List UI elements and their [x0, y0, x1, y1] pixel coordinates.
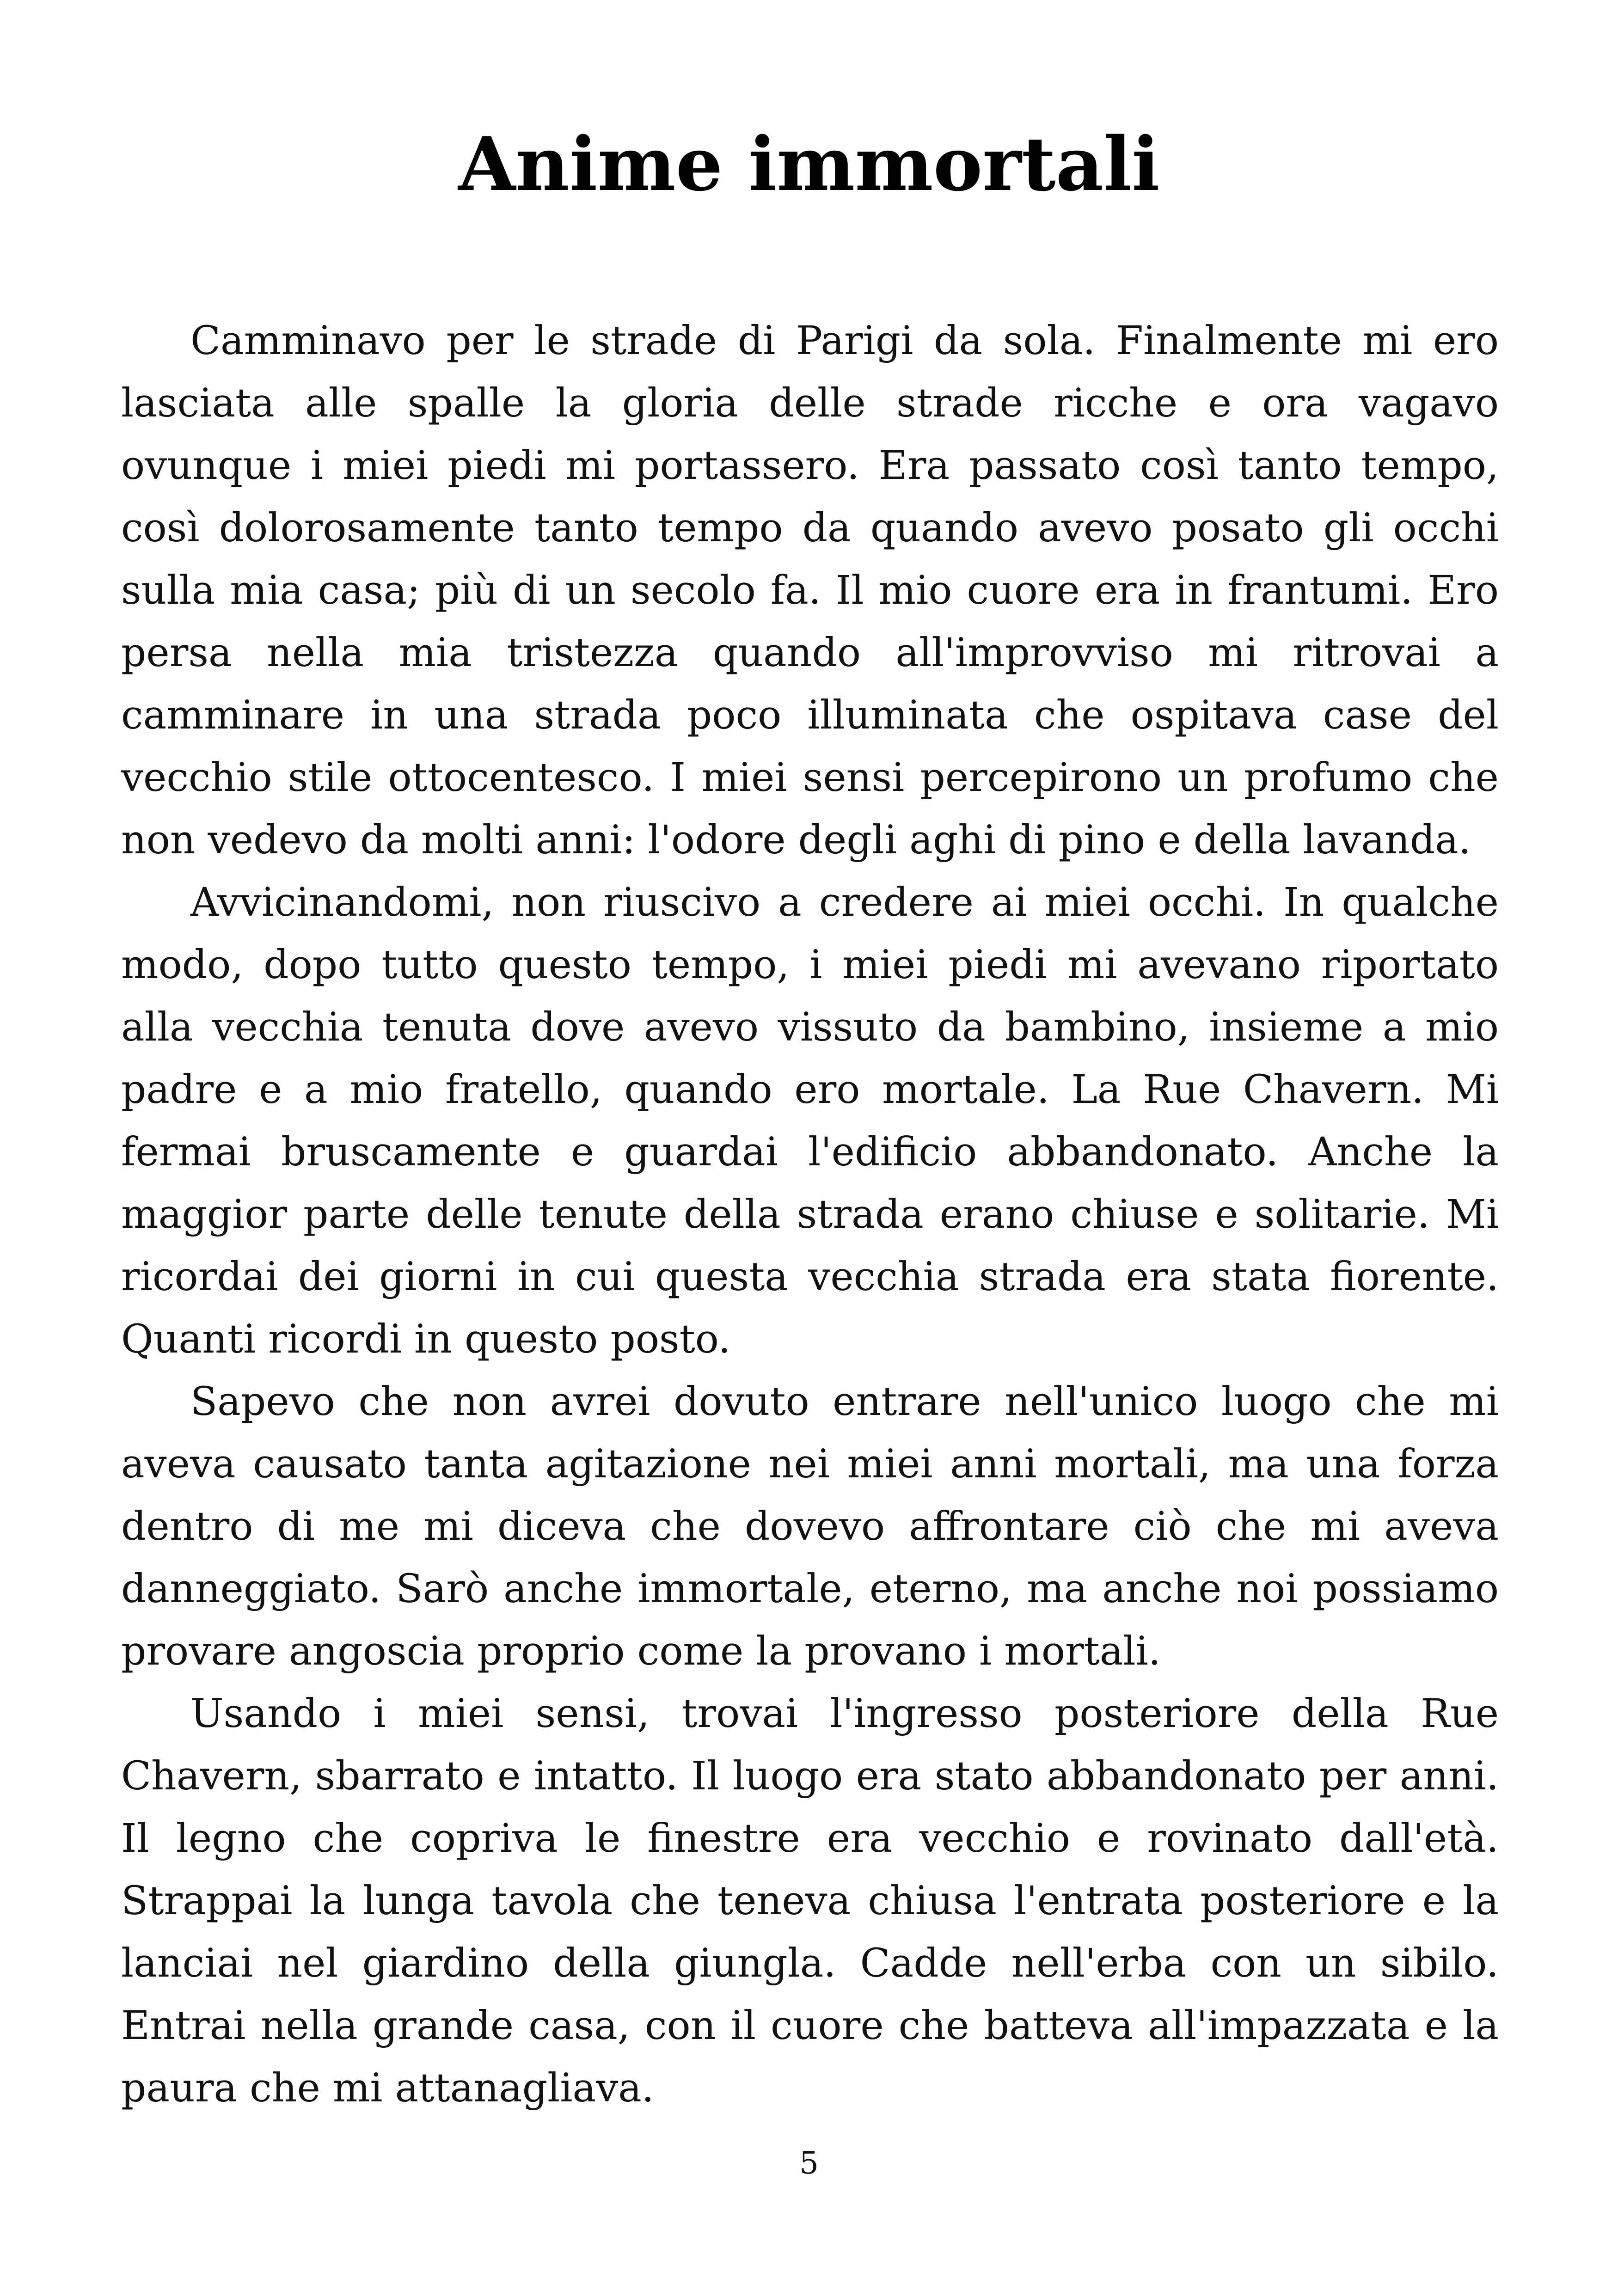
chapter-body: [121, 310, 1499, 2119]
paragraph: Camminavo per le strade di Parigi da sola. Finalmente mi ero lasciata alle spalle la gloria delle strade ricche e ora vagavo ovunque i miei piedi mi portassero. Era passato così tanto tempo, così dolorosamente tanto tempo da quando avevo posato gli occhi sulla mia casa; più di un secolo fa. Il mio cuore era in frantumi. Ero persa nella mia tristezza quando all'improvviso mi ritrovai a camminare in una strada poco illuminata che ospitava case del vecchio stile ottocentesco. I miei sensi percepirono un profumo che non vedevo da molti anni: l'odore degli aghi di pino e della lavanda.: [121, 318, 1499, 863]
paragraph: Sapevo che non avrei dovuto entrare nell'unico luogo che mi aveva causato tanta agitazione nei miei anni mortali, ma una forza dentro di me mi diceva che dovevo affrontare ciò che mi aveva danneggiato. Sarò anche immortale, eterno, ma anche noi possiamo provare angoscia proprio come la provano i mortali.: [121, 1379, 1499, 1674]
paragraph: Usando i miei sensi, trovai l'ingresso posteriore della Rue Chavern, sbarrato e intatto. Il luogo era stato abbandonato per anni. Il legno che copriva le finestre era vecchio e rovinato dall'età. Strappai la lunga tavola che teneva chiusa l'entrata posteriore e la lanciai nel giardino della giungla. Cadde nell'erba con un sibilo. Entrai nella grande casa, con il cuore che batteva all'impazzata e la paura che mi attanagliava.: [121, 1691, 1499, 2111]
paragraph: Avvicinandomi, non riuscivo a credere ai miei occhi. In qualche modo, dopo tutto questo tempo, i miei piedi mi avevano riportato alla vecchia tenuta dove avevo vissuto da bambino, insieme a mio padre e a mio fratello, quando ero mortale. La Rue Chavern. Mi fermai bruscamente e guardai l'edificio abbandonato. Anche la maggior parte delle tenute della strada erano chiuse e solitarie. Mi ricordai dei giorni in cui questa vecchia strada era stata fiorente. Quanti ricordi in questo posto.: [121, 880, 1499, 1362]
chapter-title: Anime immortali: [458, 121, 1160, 208]
page-number: 5: [799, 2145, 819, 2181]
